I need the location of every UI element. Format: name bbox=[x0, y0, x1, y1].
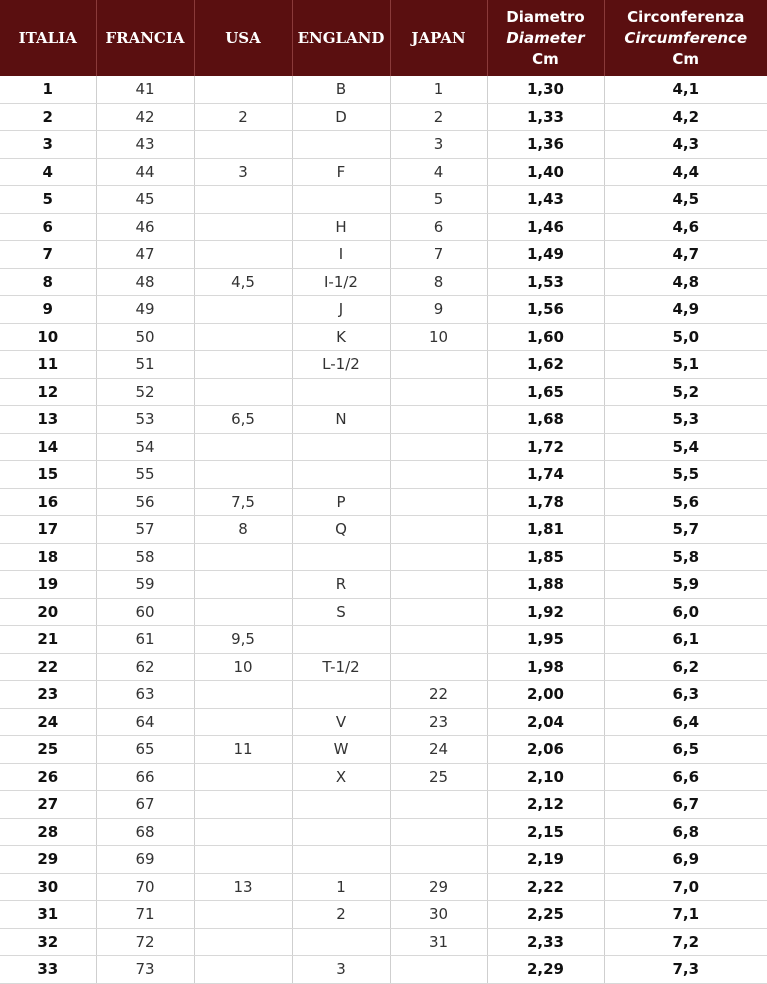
cell-circumference: 5,9 bbox=[604, 571, 767, 599]
cell-italia: 2 bbox=[0, 103, 96, 131]
cell-circumference: 6,2 bbox=[604, 653, 767, 681]
cell-england bbox=[292, 626, 390, 654]
cell-circumference: 6,9 bbox=[604, 846, 767, 874]
cell-diameter: 2,12 bbox=[487, 791, 604, 819]
table-row bbox=[0, 76, 767, 103]
cell-circumference: 5,7 bbox=[604, 516, 767, 544]
table-body bbox=[0, 76, 767, 983]
cell-england: N bbox=[292, 406, 390, 434]
table-row bbox=[0, 736, 767, 764]
cell-usa bbox=[194, 131, 292, 159]
cell-circumference: 5,8 bbox=[604, 543, 767, 571]
cell-japan bbox=[390, 791, 487, 819]
cell-usa bbox=[194, 186, 292, 214]
cell-japan: 1 bbox=[390, 76, 487, 103]
cell-diameter: 2,06 bbox=[487, 736, 604, 764]
cell-england: I-1/2 bbox=[292, 268, 390, 296]
cell-diameter: 1,78 bbox=[487, 488, 604, 516]
table-row bbox=[0, 791, 767, 819]
table-row bbox=[0, 846, 767, 874]
cell-england bbox=[292, 928, 390, 956]
cell-diameter: 2,25 bbox=[487, 901, 604, 929]
cell-circumference: 6,5 bbox=[604, 736, 767, 764]
cell-usa bbox=[194, 461, 292, 489]
cell-diameter: 1,72 bbox=[487, 433, 604, 461]
cell-japan bbox=[390, 378, 487, 406]
table-row bbox=[0, 543, 767, 571]
cell-francia: 45 bbox=[96, 186, 194, 214]
header-circumference-it: Circonferenza bbox=[605, 7, 767, 28]
cell-italia: 30 bbox=[0, 873, 96, 901]
cell-francia: 65 bbox=[96, 736, 194, 764]
cell-japan bbox=[390, 516, 487, 544]
cell-francia: 55 bbox=[96, 461, 194, 489]
table-row bbox=[0, 158, 767, 186]
cell-italia: 8 bbox=[0, 268, 96, 296]
cell-usa: 10 bbox=[194, 653, 292, 681]
cell-francia: 42 bbox=[96, 103, 194, 131]
cell-diameter: 2,15 bbox=[487, 818, 604, 846]
cell-diameter: 1,85 bbox=[487, 543, 604, 571]
table-row bbox=[0, 571, 767, 599]
header-diameter bbox=[487, 0, 604, 76]
cell-italia: 21 bbox=[0, 626, 96, 654]
cell-diameter: 1,68 bbox=[487, 406, 604, 434]
cell-usa bbox=[194, 76, 292, 103]
cell-england: 3 bbox=[292, 956, 390, 984]
header-row bbox=[0, 0, 767, 76]
cell-circumference: 7,2 bbox=[604, 928, 767, 956]
cell-italia: 10 bbox=[0, 323, 96, 351]
header-usa: USA bbox=[194, 0, 292, 76]
cell-usa: 7,5 bbox=[194, 488, 292, 516]
cell-circumference: 5,0 bbox=[604, 323, 767, 351]
cell-francia: 61 bbox=[96, 626, 194, 654]
cell-circumference: 6,3 bbox=[604, 681, 767, 709]
cell-italia: 14 bbox=[0, 433, 96, 461]
cell-circumference: 5,6 bbox=[604, 488, 767, 516]
cell-circumference: 6,6 bbox=[604, 763, 767, 791]
table-row bbox=[0, 626, 767, 654]
cell-usa bbox=[194, 598, 292, 626]
cell-japan bbox=[390, 488, 487, 516]
cell-circumference: 4,6 bbox=[604, 213, 767, 241]
cell-england bbox=[292, 461, 390, 489]
cell-japan bbox=[390, 571, 487, 599]
table-row bbox=[0, 378, 767, 406]
cell-japan: 22 bbox=[390, 681, 487, 709]
header-japan: JAPAN bbox=[390, 0, 487, 76]
cell-diameter: 2,22 bbox=[487, 873, 604, 901]
cell-francia: 60 bbox=[96, 598, 194, 626]
cell-italia: 13 bbox=[0, 406, 96, 434]
cell-diameter: 1,60 bbox=[487, 323, 604, 351]
cell-japan: 3 bbox=[390, 131, 487, 159]
cell-italia: 7 bbox=[0, 241, 96, 269]
cell-england: I bbox=[292, 241, 390, 269]
cell-japan: 31 bbox=[390, 928, 487, 956]
cell-francia: 50 bbox=[96, 323, 194, 351]
header-francia: FRANCIA bbox=[96, 0, 194, 76]
cell-england: P bbox=[292, 488, 390, 516]
cell-usa bbox=[194, 708, 292, 736]
cell-diameter: 1,33 bbox=[487, 103, 604, 131]
cell-francia: 56 bbox=[96, 488, 194, 516]
cell-usa bbox=[194, 818, 292, 846]
cell-circumference: 6,7 bbox=[604, 791, 767, 819]
cell-diameter: 1,62 bbox=[487, 351, 604, 379]
cell-circumference: 5,2 bbox=[604, 378, 767, 406]
cell-francia: 54 bbox=[96, 433, 194, 461]
cell-usa bbox=[194, 351, 292, 379]
cell-japan bbox=[390, 543, 487, 571]
cell-usa: 4,5 bbox=[194, 268, 292, 296]
cell-francia: 66 bbox=[96, 763, 194, 791]
cell-japan: 10 bbox=[390, 323, 487, 351]
cell-francia: 47 bbox=[96, 241, 194, 269]
table-row bbox=[0, 461, 767, 489]
cell-italia: 25 bbox=[0, 736, 96, 764]
header-italia: ITALIA bbox=[0, 0, 96, 76]
cell-francia: 73 bbox=[96, 956, 194, 984]
cell-japan bbox=[390, 406, 487, 434]
cell-circumference: 4,1 bbox=[604, 76, 767, 103]
cell-japan bbox=[390, 598, 487, 626]
cell-japan: 8 bbox=[390, 268, 487, 296]
cell-england bbox=[292, 846, 390, 874]
table-row bbox=[0, 406, 767, 434]
cell-usa bbox=[194, 543, 292, 571]
cell-japan: 23 bbox=[390, 708, 487, 736]
header-diameter-it: Diametro bbox=[488, 7, 604, 28]
cell-circumference: 4,8 bbox=[604, 268, 767, 296]
cell-japan: 29 bbox=[390, 873, 487, 901]
cell-francia: 64 bbox=[96, 708, 194, 736]
cell-circumference: 7,1 bbox=[604, 901, 767, 929]
header-diameter-en: Diameter bbox=[488, 28, 604, 49]
cell-usa bbox=[194, 296, 292, 324]
cell-francia: 49 bbox=[96, 296, 194, 324]
cell-italia: 15 bbox=[0, 461, 96, 489]
cell-england bbox=[292, 543, 390, 571]
cell-italia: 33 bbox=[0, 956, 96, 984]
cell-italia: 3 bbox=[0, 131, 96, 159]
cell-circumference: 5,1 bbox=[604, 351, 767, 379]
cell-england: X bbox=[292, 763, 390, 791]
cell-usa: 11 bbox=[194, 736, 292, 764]
cell-japan bbox=[390, 846, 487, 874]
cell-italia: 17 bbox=[0, 516, 96, 544]
cell-usa bbox=[194, 241, 292, 269]
cell-usa bbox=[194, 928, 292, 956]
cell-circumference: 4,2 bbox=[604, 103, 767, 131]
cell-diameter: 1,53 bbox=[487, 268, 604, 296]
table-row bbox=[0, 213, 767, 241]
cell-italia: 32 bbox=[0, 928, 96, 956]
cell-japan bbox=[390, 433, 487, 461]
header-circumference bbox=[604, 0, 767, 76]
cell-japan bbox=[390, 461, 487, 489]
table-row bbox=[0, 131, 767, 159]
cell-francia: 52 bbox=[96, 378, 194, 406]
cell-england bbox=[292, 378, 390, 406]
cell-diameter: 1,43 bbox=[487, 186, 604, 214]
cell-japan bbox=[390, 351, 487, 379]
cell-usa bbox=[194, 378, 292, 406]
cell-circumference: 6,4 bbox=[604, 708, 767, 736]
cell-circumference: 5,3 bbox=[604, 406, 767, 434]
cell-circumference: 4,5 bbox=[604, 186, 767, 214]
cell-francia: 57 bbox=[96, 516, 194, 544]
cell-england: 2 bbox=[292, 901, 390, 929]
table-row bbox=[0, 323, 767, 351]
table-row bbox=[0, 488, 767, 516]
cell-england: D bbox=[292, 103, 390, 131]
cell-francia: 69 bbox=[96, 846, 194, 874]
cell-japan bbox=[390, 818, 487, 846]
cell-england: T-1/2 bbox=[292, 653, 390, 681]
cell-england: V bbox=[292, 708, 390, 736]
cell-italia: 12 bbox=[0, 378, 96, 406]
cell-francia: 51 bbox=[96, 351, 194, 379]
cell-francia: 41 bbox=[96, 76, 194, 103]
table-row bbox=[0, 268, 767, 296]
cell-japan: 7 bbox=[390, 241, 487, 269]
cell-italia: 28 bbox=[0, 818, 96, 846]
cell-diameter: 2,29 bbox=[487, 956, 604, 984]
table-row bbox=[0, 901, 767, 929]
table-row bbox=[0, 186, 767, 214]
cell-diameter: 1,65 bbox=[487, 378, 604, 406]
cell-francia: 44 bbox=[96, 158, 194, 186]
cell-japan bbox=[390, 626, 487, 654]
cell-usa bbox=[194, 213, 292, 241]
cell-usa bbox=[194, 763, 292, 791]
cell-usa: 9,5 bbox=[194, 626, 292, 654]
cell-usa bbox=[194, 901, 292, 929]
cell-diameter: 1,88 bbox=[487, 571, 604, 599]
cell-italia: 27 bbox=[0, 791, 96, 819]
table-row bbox=[0, 681, 767, 709]
table-header bbox=[0, 0, 767, 76]
table-row bbox=[0, 516, 767, 544]
table-row bbox=[0, 818, 767, 846]
cell-diameter: 2,10 bbox=[487, 763, 604, 791]
cell-italia: 19 bbox=[0, 571, 96, 599]
cell-diameter: 1,98 bbox=[487, 653, 604, 681]
cell-francia: 58 bbox=[96, 543, 194, 571]
cell-england: F bbox=[292, 158, 390, 186]
cell-usa bbox=[194, 791, 292, 819]
cell-japan: 30 bbox=[390, 901, 487, 929]
cell-francia: 63 bbox=[96, 681, 194, 709]
cell-italia: 5 bbox=[0, 186, 96, 214]
cell-francia: 70 bbox=[96, 873, 194, 901]
table-row bbox=[0, 351, 767, 379]
cell-francia: 67 bbox=[96, 791, 194, 819]
cell-england: R bbox=[292, 571, 390, 599]
table-row bbox=[0, 928, 767, 956]
cell-italia: 9 bbox=[0, 296, 96, 324]
cell-francia: 62 bbox=[96, 653, 194, 681]
cell-england bbox=[292, 433, 390, 461]
table-row bbox=[0, 653, 767, 681]
cell-usa bbox=[194, 571, 292, 599]
cell-diameter: 2,04 bbox=[487, 708, 604, 736]
table-row bbox=[0, 241, 767, 269]
cell-francia: 48 bbox=[96, 268, 194, 296]
cell-japan: 25 bbox=[390, 763, 487, 791]
cell-italia: 20 bbox=[0, 598, 96, 626]
cell-italia: 31 bbox=[0, 901, 96, 929]
cell-england bbox=[292, 186, 390, 214]
cell-italia: 26 bbox=[0, 763, 96, 791]
cell-diameter: 1,81 bbox=[487, 516, 604, 544]
cell-england: B bbox=[292, 76, 390, 103]
cell-francia: 43 bbox=[96, 131, 194, 159]
cell-francia: 53 bbox=[96, 406, 194, 434]
table-row bbox=[0, 708, 767, 736]
cell-italia: 24 bbox=[0, 708, 96, 736]
cell-italia: 29 bbox=[0, 846, 96, 874]
table-row bbox=[0, 103, 767, 131]
table-row bbox=[0, 763, 767, 791]
cell-circumference: 5,4 bbox=[604, 433, 767, 461]
cell-usa: 2 bbox=[194, 103, 292, 131]
header-diameter-unit: Cm bbox=[488, 49, 604, 70]
cell-italia: 1 bbox=[0, 76, 96, 103]
cell-italia: 22 bbox=[0, 653, 96, 681]
cell-usa: 3 bbox=[194, 158, 292, 186]
cell-diameter: 1,40 bbox=[487, 158, 604, 186]
cell-england: J bbox=[292, 296, 390, 324]
table-row bbox=[0, 873, 767, 901]
cell-francia: 71 bbox=[96, 901, 194, 929]
cell-italia: 4 bbox=[0, 158, 96, 186]
cell-francia: 72 bbox=[96, 928, 194, 956]
cell-circumference: 6,8 bbox=[604, 818, 767, 846]
cell-italia: 23 bbox=[0, 681, 96, 709]
cell-usa: 8 bbox=[194, 516, 292, 544]
cell-diameter: 1,46 bbox=[487, 213, 604, 241]
cell-england bbox=[292, 131, 390, 159]
cell-japan: 24 bbox=[390, 736, 487, 764]
cell-japan: 4 bbox=[390, 158, 487, 186]
cell-england: K bbox=[292, 323, 390, 351]
cell-england: W bbox=[292, 736, 390, 764]
cell-diameter: 1,36 bbox=[487, 131, 604, 159]
cell-italia: 18 bbox=[0, 543, 96, 571]
cell-japan: 2 bbox=[390, 103, 487, 131]
cell-japan: 6 bbox=[390, 213, 487, 241]
cell-usa bbox=[194, 846, 292, 874]
cell-usa bbox=[194, 681, 292, 709]
cell-circumference: 7,0 bbox=[604, 873, 767, 901]
header-circumference-en: Circumference bbox=[605, 28, 767, 49]
cell-usa bbox=[194, 433, 292, 461]
cell-diameter: 2,00 bbox=[487, 681, 604, 709]
cell-england bbox=[292, 681, 390, 709]
cell-circumference: 4,7 bbox=[604, 241, 767, 269]
table-row bbox=[0, 598, 767, 626]
cell-diameter: 1,56 bbox=[487, 296, 604, 324]
cell-usa: 13 bbox=[194, 873, 292, 901]
cell-diameter: 1,95 bbox=[487, 626, 604, 654]
cell-england: Q bbox=[292, 516, 390, 544]
cell-italia: 11 bbox=[0, 351, 96, 379]
cell-circumference: 5,5 bbox=[604, 461, 767, 489]
header-circumference-unit: Cm bbox=[605, 49, 767, 70]
cell-francia: 59 bbox=[96, 571, 194, 599]
cell-england: 1 bbox=[292, 873, 390, 901]
cell-diameter: 1,49 bbox=[487, 241, 604, 269]
cell-england bbox=[292, 791, 390, 819]
table-row bbox=[0, 433, 767, 461]
cell-japan: 9 bbox=[390, 296, 487, 324]
cell-circumference: 4,4 bbox=[604, 158, 767, 186]
cell-italia: 6 bbox=[0, 213, 96, 241]
table-row bbox=[0, 296, 767, 324]
cell-japan bbox=[390, 653, 487, 681]
cell-francia: 46 bbox=[96, 213, 194, 241]
cell-diameter: 2,19 bbox=[487, 846, 604, 874]
cell-circumference: 6,1 bbox=[604, 626, 767, 654]
cell-england bbox=[292, 818, 390, 846]
cell-japan: 5 bbox=[390, 186, 487, 214]
cell-usa bbox=[194, 323, 292, 351]
cell-usa: 6,5 bbox=[194, 406, 292, 434]
cell-circumference: 6,0 bbox=[604, 598, 767, 626]
cell-circumference: 4,9 bbox=[604, 296, 767, 324]
cell-diameter: 1,92 bbox=[487, 598, 604, 626]
cell-italia: 16 bbox=[0, 488, 96, 516]
cell-england: S bbox=[292, 598, 390, 626]
cell-circumference: 7,3 bbox=[604, 956, 767, 984]
cell-diameter: 1,30 bbox=[487, 76, 604, 103]
cell-circumference: 4,3 bbox=[604, 131, 767, 159]
cell-england: L-1/2 bbox=[292, 351, 390, 379]
cell-diameter: 2,33 bbox=[487, 928, 604, 956]
cell-francia: 68 bbox=[96, 818, 194, 846]
header-england: ENGLAND bbox=[292, 0, 390, 76]
cell-diameter: 1,74 bbox=[487, 461, 604, 489]
cell-england: H bbox=[292, 213, 390, 241]
